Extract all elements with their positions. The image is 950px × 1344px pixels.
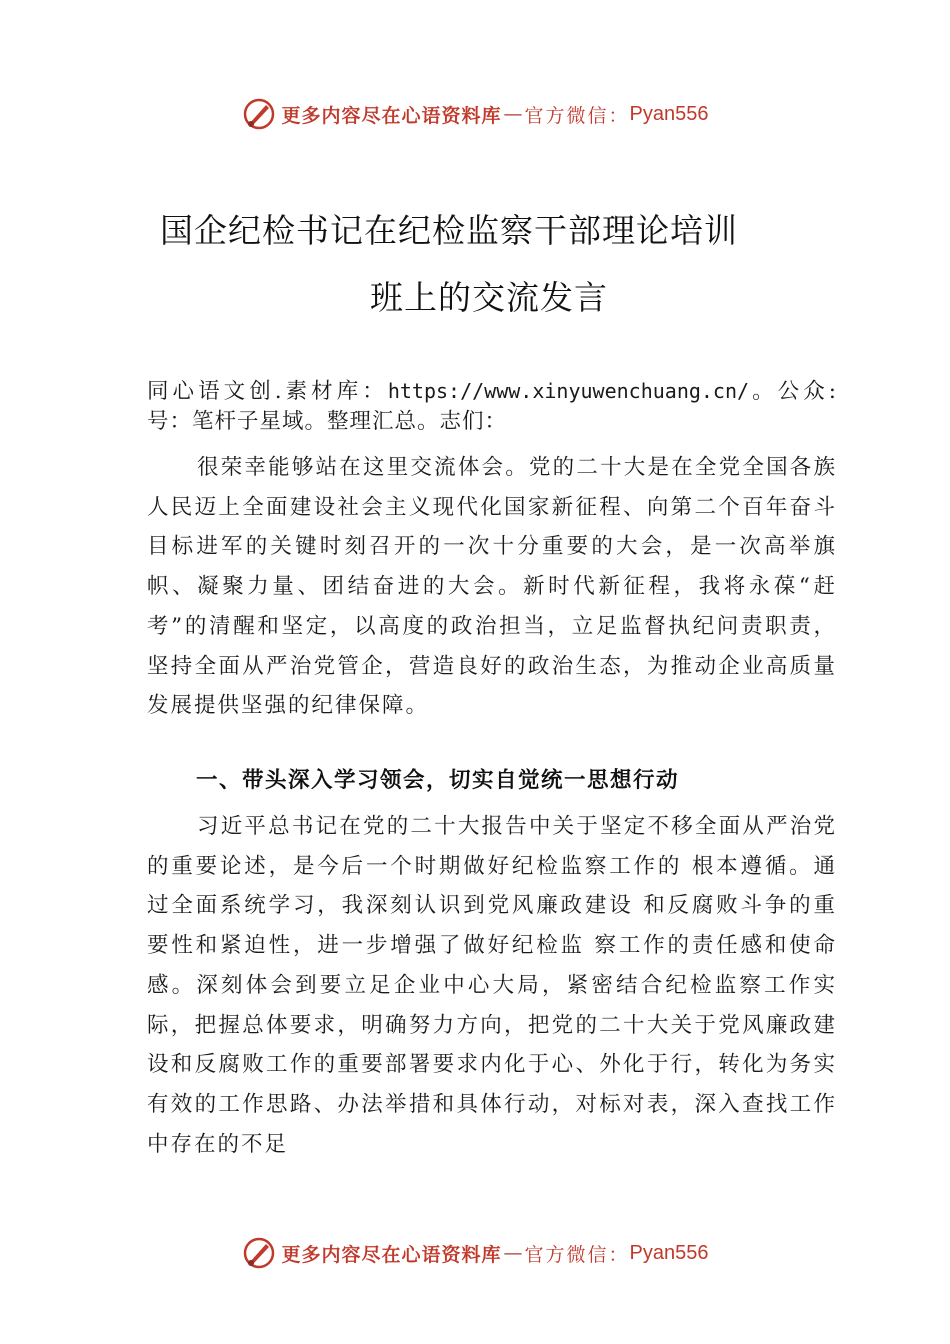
- section-heading: 一、带头深入学习领会，切实自觉统一思想行动: [196, 768, 680, 793]
- document-title-line2: 班上的交流发言: [370, 278, 608, 317]
- source-suffix: 。公众:号：笔杆子星域。整理汇总。志们：: [147, 379, 837, 434]
- banner-slogan: 更多内容尽在心语资料库: [281, 104, 502, 127]
- source-line: [147, 376, 837, 437]
- banner-wechat-label: 官方微信：: [524, 1243, 630, 1266]
- header-banner: [0, 94, 950, 134]
- brush-logo-icon: [242, 1236, 276, 1270]
- banner-wechat-id: Pyan556: [629, 1241, 709, 1264]
- banner-slogan: 更多内容尽在心语资料库: [281, 1243, 502, 1266]
- source-url: https://www.xinyuwenchuang.cn/: [387, 379, 750, 403]
- banner-dash: —: [503, 103, 523, 125]
- footer-banner: [0, 1233, 950, 1273]
- paragraph-intro: 很荣幸能够站在这里交流体会。党的二十大是在全党全国各族人民迈上全面建设社会主义现代化国家新征程、向第二个百年奋斗目标进军的关键时刻召开的一次十分重要的大会，是一次高举旗帜、凝聚力量、团结奋进的大会。新时代新征程，我将永葆“赶考”的清醒和坚定，以高度的政治担当，立足监督执纪问责职责，坚持全面从严治党管企，营造良好的政治生态，为推动企业高质量发展提供坚强的纪律保障。: [147, 455, 837, 719]
- source-prefix: 同心语文创.素材库：: [147, 379, 388, 404]
- banner-wechat-label: 官方微信：: [524, 104, 630, 127]
- banner-dash: —: [503, 1242, 523, 1264]
- document-title-line1: 国企纪检书记在纪检监察干部理论培训: [160, 211, 738, 250]
- banner-wechat-id: Pyan556: [629, 102, 709, 125]
- brush-logo-icon: [242, 97, 276, 131]
- paragraph-section1: 习近平总书记在党的二十大报告中关于坚定不移全面从严治党的重要论述，是今后一个时期做好纪检监察工作的 根本遵循。通过全面系统学习，我深刻认识到党风廉政建设 和反腐败斗争的重要性和紧迫性，进一步增强了做好纪检监 察工作的责任感和使命感。深刻体会到要立足企业中心大局，紧密结合纪检监察工作实际，把握总体要求，明确努力方向，把党的二十大关于党风廉政建设和反腐败工作的重要部署要求内化于心、外化于行，转化为务实有效的工作思路、办法举措和具体行动，对标对表，深入查找工作中存在的不足: [147, 814, 837, 1157]
